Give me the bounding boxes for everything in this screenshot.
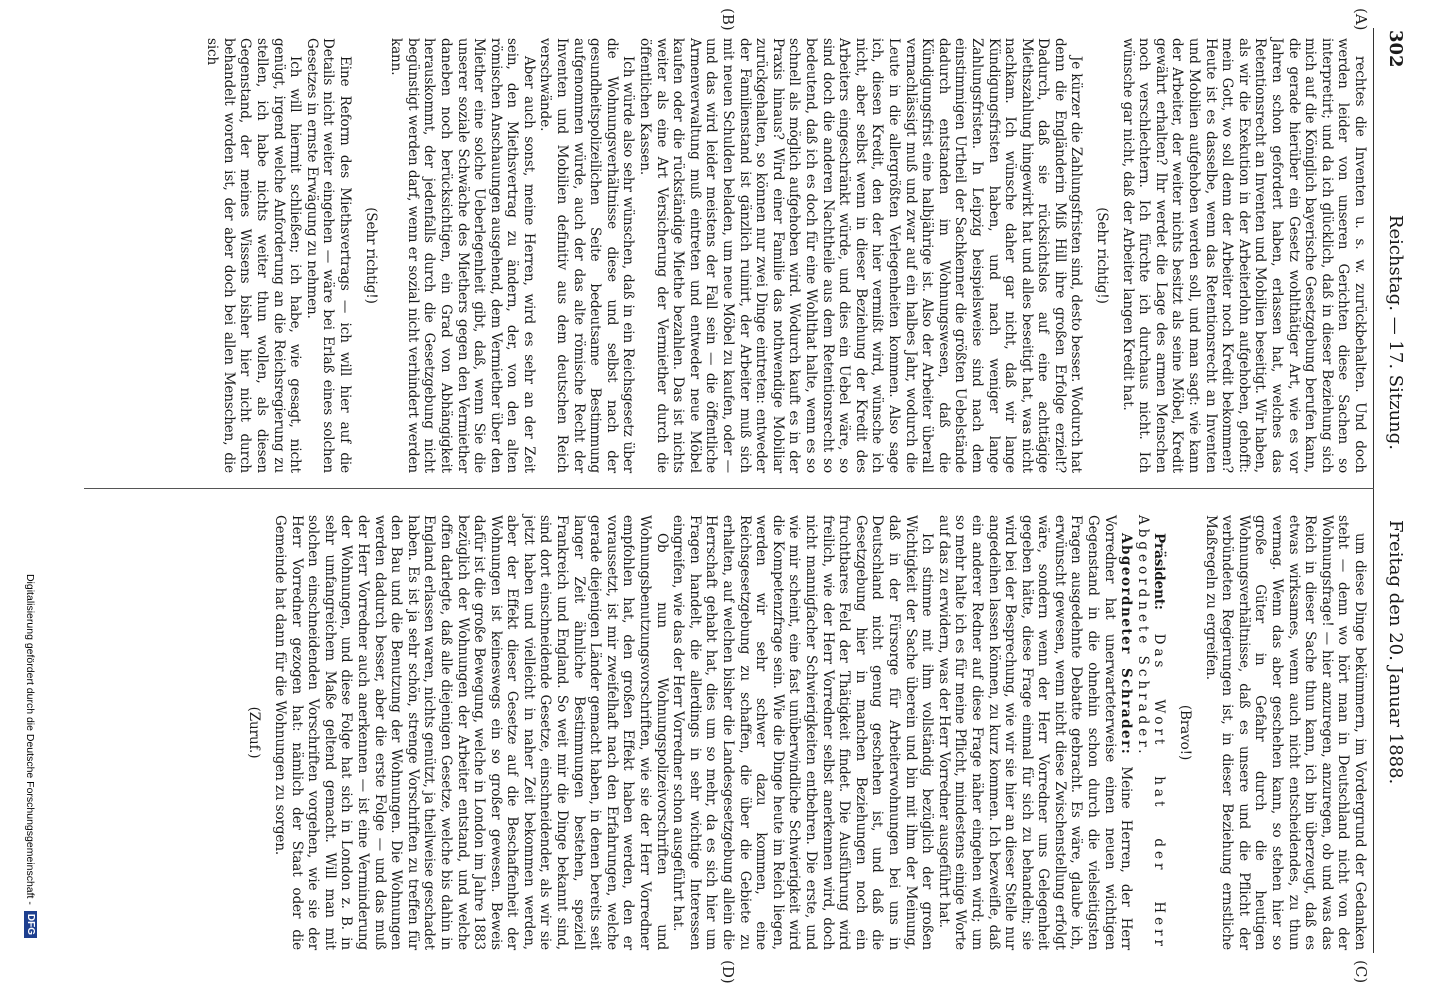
- right-paragraph-3: Ich stimme mit ihm vollständig bezüglich der großen Wichtigkeit der Sache überein und bin mit ihm der Meinung, daß in der Fürsorge für Arbeiterwohnungen bei uns in Deutschland nicht genug geschehen ist, und daß die Gesetzgebung hier in manchen Beziehungen noch ein fruchtbares Feld der Thätigkeit findet. Die Ausführung wird freilich, wie der Herr Vorredner selbst anerkennen wird, doch nicht mannigfacher Schwierigkeiten entbehren. Die erste, und wie mir scheint, eine fast unüberwindliche Schwierigkeit wird die Kompetenzfrage sein. Wie die Dinge heute im Reich liegen, werden wir sehr schwer dazu kommen, eine Reichsgesetzgebung zu schaffen, die über die Gebiete zu erhalten, auf welchen bisher die Landesgesetzgebung allein die Herrschaft gehabt hat, dies um so mehr, da es sich hier um Fragen handelt, die allerdings in sehr wichtige Interessen eingreifen, wie das der Herr Vorredner schon ausgeführt hat.: [670, 515, 936, 950]
- left-paragraph-1: rechtes die Inventen u. s. w. zurückbehalten. Und doch werden leider von unseren Gerichten diese Sachen so interpretirt; und da ich glücklich, daß in dieser Beziehung sich mich auf die Königlich bayerische Gesetzgebung berufen kann, die gerade hierüber ein Gesetz wohlthätiger Art, wie es vor Jahren schon gefordert haben, erlassen hat, welches das Retentionsrecht an Inventen und Mobilien beseitigt. Wir haben, als wir die Exekution in der Arbeiterlohn aufgehoben, gehofft: mein Gott, wo soll denn der Arbeiter noch Kredit bekommen? Heute ist es dasselbe, wenn das Retentionsrecht an Inventen und Mobilien aufgehoben werden soll, und man sagt: wie kann der Arbeiter, der weiter nichts besitzt als seine Möbel, Kredit gewährt erhalten? Ihr werdet die Lage des armen Menschen noch verschlechtern. Ich fürchte ich durchaus nicht. Ich wünsche gar nicht, daß der Arbeiter langen Kredit hat.: [1119, 38, 1368, 473]
- president-text: Das Wort hat der Herr Abgeordnete Schrader.: [1134, 515, 1168, 950]
- president-statement: [1134, 515, 1167, 950]
- left-paragraph-2: Je kürzer die Zahlungsfristen sind, desto besser. Wodurch hat denn die Engländerin Miß Hill ihre großen Erfolge erzielt? Dadurch, daß sie rücksichtslos auf eine achttägige Miethszahlung hingewirkt hat und alles beseitigt hat, was nicht nachkam. Ich wünsche daher gar nicht, daß wir lange Kündigungsfristen haben, und nach weniger lange Zahlungsfristen. In Leipzig beispielsweise sind nach dem einstimmigen Urtheil der Sachkenner die größten Uebelstände dadurch entstanden im Wohnungswesen, daß die Kündigungsfrist eine halbjährige ist. Also der Arbeiter überall vernachlässigt muß und zwar auf ein halbes Jahr, wodurch die Leute in die allergrößten Verlegenheiten kommen. Also sage ich, diesen Kredit, den der hier vermißt wird, wünsche ich nicht, aber selbst wenn in dieser Beziehung der Kredit des Arbeiters eingeschränkt würde, und dies ein Uebel wäre, so sind doch die anderen Nachtheile aus dem Retentionsrecht so bedeutend, daß ich es doch für eine Wohlthat halte, wenn es so schnell als möglich aufgehoben wird. Wodurch kauft es in der Praxis hinaus? Wird einer Familie das nothwendige Mobiliar zurückgehalten, so können nur zwei Dinge eintreten: entweder der Familienstand ist gänzlich ruinirt, der Arbeiter muß sich mit neuen Schulden beladen, um neue Möbel zu kaufen, oder — und das wird leider meistens der Fall sein — die öffentliche Armenverwaltung muß eintreten und entweder neue Möbel kaufen oder die rückständige Miethe bezahlen. Das ist nichts weiter als eine Art Versicherung der Vermiether durch die öffentlichen Kassen.: [637, 38, 1085, 473]
- right-paragraph-1: um diese Dinge bekümmern, im Vordergrund der Gedanken steht — denn wo hört man in Deutschland nicht von der Wohnungsfrage! — hier anzuregen, anzuregen, ob und was das Reich in dieser Sache thun kann, ich bin überzeugt, daß es etwas wirksames, wenn auch nicht entscheidendes, zu thun vermag. Wenn das aber geschehen kann, so stehen hier so große Güter in Gefahr durch die heutigen Wohnungsverhältnisse, daß es unsere und die Pflicht der verbündeten Regierungen ist, in dieser Beziehung ernstliche Maßregeln zu ergreifen.: [1202, 515, 1368, 950]
- margin-marker-b: (B): [719, 8, 737, 31]
- page-number: 302: [1385, 30, 1406, 68]
- left-column: [204, 38, 1368, 473]
- header-left-title: Reichstag. — 17. Sitzung.: [1385, 214, 1406, 450]
- speaker-label: Abgeordneter Schrader:: [1118, 533, 1135, 756]
- header-right-title: Freitag den 20. Januar 1888.: [1385, 520, 1406, 785]
- right-interjection-1: (Bravo!): [1177, 704, 1194, 761]
- right-paragraph-4: Ob nun Wohnungspolizeivorschriften und Wohnungsbenutzungsvorschriften, wie sie der Herr Vorredner empfohlen hat, den großen Effekt haben werden, den er voraussetzt, ist mir zweifelhaft nach den Erfahrungen, welche gerade diejenigen Länder gemacht haben, in denen bereits seit langer Zeit ähnliche Bestimmungen bestehen, speziell Frankreich und England. So weit mir die Dinge bekannt sind, sind dort einschneidende Gesetze, einschneidender, als wir sie jetzt haben und vielleicht in naher Zeit bekommen werden, aber der Effekt dieser Gesetze auf die Beschaffenheit der Wohnungen ist keineswegs ein so großer gewesen. Beweis dafür ist die große Bewegung, welche in London im Jahre 1883 bezüglich der Wohnungen der Arbeiter entstand, und welche offen darlegte, daß alle diejenigen Gesetze, welche bis dahin in England erlassen waren, nichts genützt, ja theilweise geschadet haben. Es ist ja sehr schön, strenge Vorschriften zu treffen für den Bau und die Benutzung der Wohnungen. Die Wohnungen werden dadurch besser, aber die erste Folge — und das muß der Herr Vorredner auch anerkennen — ist eine Verminderung der Wohnungen, und diese Folge hat sich in London z. B. in sehr umfangreichem Maße geltend gemacht. Will man mit solchen einschneidenden Vorschriften vorgehen, wie sie der Herr Vorredner gezogen hat: nämlich der Staat oder die Gemeinde hat dann für die Wohnungen zu sorgen.: [272, 515, 670, 950]
- column-divider: [84, 488, 1374, 489]
- margin-marker-a: (A): [1352, 8, 1370, 31]
- header-rule: [1373, 28, 1374, 953]
- header-left: [1376, 30, 1406, 450]
- margin-marker-d: (D): [719, 960, 737, 984]
- speaker-text: Meine Herren, der Herr Vorredner hat unerwarteterweise einen neuen wichtigen Gegenstand in die ohnehin schon durch die vielseitigsten Fragen ausgedehnte Debatte gebracht. Es wäre, glaube ich, erwünscht gewesen, wenn nicht diese Zwischenstellung erfolgt wäre, sondern wenn der Herr Vorredner uns Gelegenheit gegeben hätte, diese Frage einmal für sich zu behandeln; sie wird bei der Besprechung, wie wir sie hier an dieser Stelle nur angedeihen lassen können, zu kurz kommen. Ich bezweifle, daß ein anderer Redner auf diese Frage näher eingehen wird; um so mehr halte ich es für meine Pflicht, mindestens einige Worte auf das zu erwidern, was der Herr Vorredner ausgeführt hat.: [935, 515, 1135, 951]
- president-label: Präsident:: [1151, 533, 1168, 610]
- left-interjection-2: (Sehr richtig!): [362, 207, 379, 304]
- left-interjection-1: (Sehr richtig!): [1094, 207, 1111, 304]
- margin-marker-c: (C): [1352, 960, 1370, 984]
- right-column: [237, 515, 1368, 950]
- right-paragraph-2: [935, 515, 1134, 950]
- right-interjection-2: (Zuruf.): [246, 706, 263, 759]
- digitization-footer: [24, 0, 37, 1000]
- footer-text: Digitalisierung gefördert durch die Deutsche Forschungsgemeinschaft -: [24, 573, 37, 905]
- left-paragraph-3: Ich würde also sehr wünschen, daß in ein Reichsgesetz über die Wohnungsverhältnisse diese und selbst nach der gesundheitspolizeilichen Seite bedeutsame Bestimmung aufgenommen würde, auch der das alte römische Recht der Inventen und Mobilien definitiv aus dem deutschen Reich verschwände.: [537, 38, 637, 473]
- left-paragraph-4: Aber auch sonst, meine Herren, wird es sehr an der Zeit sein, den Miethsvertrag zu ändern, der, von den alten römischen Anschauungen ausgehend, dem Vermiether über den Miether eine solche Ueberlegenheit gibt, daß, wenn Sie die unserer soziale Schwäche des Miethers gegen den Vermiether daneben noch berücksichtigen, ein Grad von Abhängigkeit herauskommt, der jedenfalls durch die Gesetzgebung nicht begünstigt werden darf, wenn er sozial nicht verhindert werden kann.: [388, 38, 537, 473]
- left-paragraph-5: Eine Reform des Miethsvertrags — ich will hier auf die Details nicht weiter eingehen — wäre bei Erlaß eines solchen Gesetzes in ernste Erwägung zu nehmen.: [303, 38, 353, 473]
- left-paragraph-6: Ich will hiermit schließen; ich habe, wie gesagt, nicht genügt, irgend welche Anforderung an die Reichsregierung zu stellen, ich habe nichts weiter thun wollen, als diesen Gegenstand, der meines Wissens bisher hier nicht durch behandelt worden ist, der aber doch bei allen Menschen, die sich: [204, 38, 304, 473]
- dfg-logo: DFG: [24, 911, 37, 938]
